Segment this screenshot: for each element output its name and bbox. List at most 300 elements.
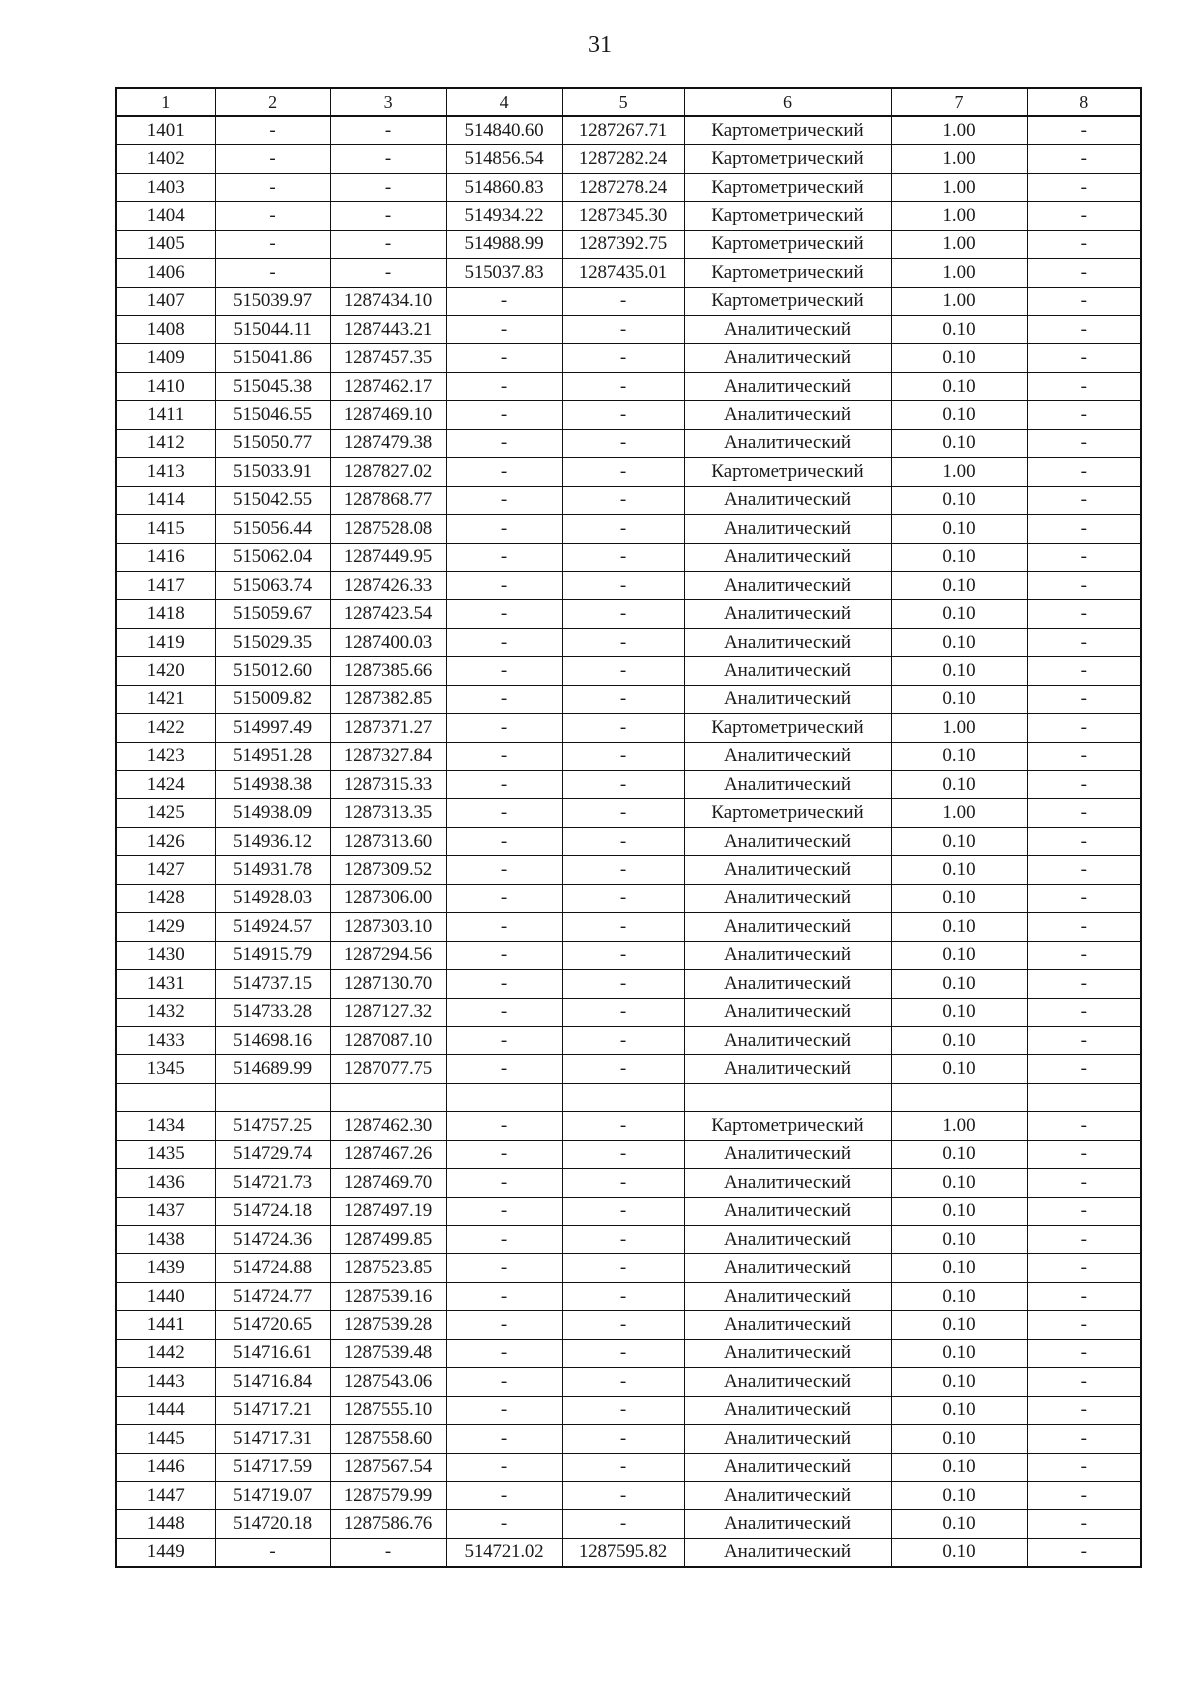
y-coordinate-alt-cell: - xyxy=(562,316,684,344)
column-header: 1 xyxy=(116,88,215,116)
point-number-cell: 1439 xyxy=(116,1254,215,1282)
y-coordinate-cell: 1287449.95 xyxy=(330,543,446,571)
x-coordinate-alt-cell: - xyxy=(446,429,562,457)
y-coordinate-alt-cell: - xyxy=(562,287,684,315)
table-row xyxy=(116,1510,1141,1538)
note-cell: - xyxy=(1027,571,1141,599)
y-coordinate-cell: 1287543.06 xyxy=(330,1368,446,1396)
y-coordinate-alt-cell: 1287435.01 xyxy=(562,259,684,287)
y-coordinate-alt-cell: 1287278.24 xyxy=(562,173,684,201)
method-cell: Аналитический xyxy=(684,742,891,770)
table-row xyxy=(116,1197,1141,1225)
note-cell: - xyxy=(1027,316,1141,344)
y-coordinate-alt-cell: - xyxy=(562,913,684,941)
table-row xyxy=(116,173,1141,201)
accuracy-cell: 1.00 xyxy=(891,116,1027,144)
y-coordinate-alt-cell: - xyxy=(562,344,684,372)
y-coordinate-cell: 1287313.60 xyxy=(330,827,446,855)
point-number-cell: 1442 xyxy=(116,1339,215,1367)
method-cell: Аналитический xyxy=(684,372,891,400)
x-coordinate-cell xyxy=(215,1083,330,1111)
x-coordinate-cell: - xyxy=(215,230,330,258)
y-coordinate-alt-cell: - xyxy=(562,1197,684,1225)
method-cell: Аналитический xyxy=(684,998,891,1026)
point-number-cell: 1446 xyxy=(116,1453,215,1481)
accuracy-cell: 0.10 xyxy=(891,970,1027,998)
x-coordinate-cell: - xyxy=(215,116,330,144)
note-cell: - xyxy=(1027,1026,1141,1054)
accuracy-cell: 1.00 xyxy=(891,287,1027,315)
accuracy-cell: 0.10 xyxy=(891,1169,1027,1197)
table-row xyxy=(116,998,1141,1026)
y-coordinate-cell: 1287479.38 xyxy=(330,429,446,457)
accuracy-cell: 1.00 xyxy=(891,173,1027,201)
accuracy-cell: 1.00 xyxy=(891,202,1027,230)
note-cell: - xyxy=(1027,1282,1141,1310)
y-coordinate-alt-cell: - xyxy=(562,628,684,656)
x-coordinate-cell: 514757.25 xyxy=(215,1112,330,1140)
accuracy-cell: 0.10 xyxy=(891,1282,1027,1310)
point-number-cell: 1435 xyxy=(116,1140,215,1168)
x-coordinate-cell: 514717.21 xyxy=(215,1396,330,1424)
accuracy-cell: 0.10 xyxy=(891,1538,1027,1566)
accuracy-cell: 0.10 xyxy=(891,1311,1027,1339)
accuracy-cell: 1.00 xyxy=(891,1112,1027,1140)
y-coordinate-alt-cell: - xyxy=(562,970,684,998)
x-coordinate-cell: 514724.18 xyxy=(215,1197,330,1225)
y-coordinate-alt-cell: 1287345.30 xyxy=(562,202,684,230)
table-row xyxy=(116,571,1141,599)
y-coordinate-cell: - xyxy=(330,145,446,173)
method-cell: Аналитический xyxy=(684,970,891,998)
accuracy-cell: 0.10 xyxy=(891,628,1027,656)
method-cell: Аналитический xyxy=(684,628,891,656)
note-cell: - xyxy=(1027,1112,1141,1140)
method-cell: Картометрический xyxy=(684,173,891,201)
x-coordinate-alt-cell: - xyxy=(446,742,562,770)
method-cell: Картометрический xyxy=(684,145,891,173)
note-cell: - xyxy=(1027,799,1141,827)
y-coordinate-cell: 1287467.26 xyxy=(330,1140,446,1168)
x-coordinate-cell: 514716.61 xyxy=(215,1339,330,1367)
x-coordinate-alt-cell: - xyxy=(446,771,562,799)
y-coordinate-cell: 1287462.17 xyxy=(330,372,446,400)
x-coordinate-alt-cell: 515037.83 xyxy=(446,259,562,287)
y-coordinate-cell: 1287462.30 xyxy=(330,1112,446,1140)
point-number-cell: 1405 xyxy=(116,230,215,258)
x-coordinate-alt-cell: - xyxy=(446,799,562,827)
point-number-cell: 1437 xyxy=(116,1197,215,1225)
x-coordinate-cell: 515009.82 xyxy=(215,685,330,713)
y-coordinate-alt-cell: - xyxy=(562,401,684,429)
point-number-cell: 1420 xyxy=(116,657,215,685)
y-coordinate-alt-cell: - xyxy=(562,543,684,571)
y-coordinate-alt-cell: - xyxy=(562,1425,684,1453)
method-cell: Аналитический xyxy=(684,884,891,912)
x-coordinate-alt-cell: - xyxy=(446,1339,562,1367)
table-body xyxy=(116,88,1141,1567)
x-coordinate-alt-cell: - xyxy=(446,486,562,514)
note-cell: - xyxy=(1027,742,1141,770)
y-coordinate-alt-cell: - xyxy=(562,1226,684,1254)
y-coordinate-cell: 1287306.00 xyxy=(330,884,446,912)
x-coordinate-cell: 514936.12 xyxy=(215,827,330,855)
point-number-cell: 1412 xyxy=(116,429,215,457)
y-coordinate-cell: - xyxy=(330,202,446,230)
method-cell: Аналитический xyxy=(684,1197,891,1225)
x-coordinate-alt-cell: - xyxy=(446,685,562,713)
accuracy-cell: 0.10 xyxy=(891,1425,1027,1453)
x-coordinate-cell: 515046.55 xyxy=(215,401,330,429)
method-cell: Аналитический xyxy=(684,657,891,685)
column-header: 5 xyxy=(562,88,684,116)
note-cell: - xyxy=(1027,1254,1141,1282)
y-coordinate-cell: 1287586.76 xyxy=(330,1510,446,1538)
table-row xyxy=(116,628,1141,656)
method-cell: Аналитический xyxy=(684,771,891,799)
table-row xyxy=(116,1226,1141,1254)
y-coordinate-cell: 1287423.54 xyxy=(330,600,446,628)
point-number-cell: 1417 xyxy=(116,571,215,599)
x-coordinate-cell: 515045.38 xyxy=(215,372,330,400)
table-row xyxy=(116,1282,1141,1310)
method-cell: Картометрический xyxy=(684,230,891,258)
note-cell: - xyxy=(1027,202,1141,230)
x-coordinate-alt-cell: - xyxy=(446,1510,562,1538)
x-coordinate-cell: 515063.74 xyxy=(215,571,330,599)
x-coordinate-cell: 514717.59 xyxy=(215,1453,330,1481)
x-coordinate-alt-cell: - xyxy=(446,344,562,372)
column-header: 4 xyxy=(446,88,562,116)
note-cell: - xyxy=(1027,913,1141,941)
point-number-cell: 1411 xyxy=(116,401,215,429)
note-cell: - xyxy=(1027,771,1141,799)
table-row xyxy=(116,401,1141,429)
table-row xyxy=(116,970,1141,998)
method-cell: Аналитический xyxy=(684,515,891,543)
y-coordinate-cell: 1287499.85 xyxy=(330,1226,446,1254)
point-number-cell: 1423 xyxy=(116,742,215,770)
note-cell: - xyxy=(1027,970,1141,998)
method-cell: Картометрический xyxy=(684,458,891,486)
accuracy-cell: 1.00 xyxy=(891,458,1027,486)
method-cell: Картометрический xyxy=(684,259,891,287)
note-cell: - xyxy=(1027,429,1141,457)
table-row xyxy=(116,884,1141,912)
method-cell: Аналитический xyxy=(684,316,891,344)
note-cell: - xyxy=(1027,259,1141,287)
accuracy-cell: 0.10 xyxy=(891,401,1027,429)
note-cell: - xyxy=(1027,600,1141,628)
x-coordinate-cell: 514928.03 xyxy=(215,884,330,912)
accuracy-cell: 0.10 xyxy=(891,913,1027,941)
method-cell: Аналитический xyxy=(684,1140,891,1168)
x-coordinate-alt-cell: - xyxy=(446,1481,562,1509)
column-header: 3 xyxy=(330,88,446,116)
y-coordinate-cell: - xyxy=(330,230,446,258)
y-coordinate-cell: 1287827.02 xyxy=(330,458,446,486)
y-coordinate-cell: 1287497.19 xyxy=(330,1197,446,1225)
method-cell: Аналитический xyxy=(684,1282,891,1310)
point-number-cell: 1409 xyxy=(116,344,215,372)
note-cell: - xyxy=(1027,287,1141,315)
point-number-cell: 1345 xyxy=(116,1055,215,1083)
y-coordinate-cell: 1287077.75 xyxy=(330,1055,446,1083)
note-cell: - xyxy=(1027,230,1141,258)
table-row xyxy=(116,941,1141,969)
x-coordinate-alt-cell: - xyxy=(446,998,562,1026)
note-cell: - xyxy=(1027,1140,1141,1168)
y-coordinate-cell: - xyxy=(330,1538,446,1566)
note-cell: - xyxy=(1027,827,1141,855)
note-cell: - xyxy=(1027,628,1141,656)
method-cell: Картометрический xyxy=(684,1112,891,1140)
point-number-cell: 1414 xyxy=(116,486,215,514)
accuracy-cell: 0.10 xyxy=(891,486,1027,514)
x-coordinate-alt-cell: - xyxy=(446,372,562,400)
table-row xyxy=(116,202,1141,230)
y-coordinate-alt-cell: - xyxy=(562,714,684,742)
x-coordinate-alt-cell: 514856.54 xyxy=(446,145,562,173)
coordinates-table xyxy=(115,87,1142,1568)
accuracy-cell: 0.10 xyxy=(891,771,1027,799)
x-coordinate-cell: - xyxy=(215,1538,330,1566)
x-coordinate-alt-cell: - xyxy=(446,1055,562,1083)
y-coordinate-cell: 1287313.35 xyxy=(330,799,446,827)
note-cell: - xyxy=(1027,1425,1141,1453)
table-row xyxy=(116,344,1141,372)
x-coordinate-cell: 515039.97 xyxy=(215,287,330,315)
accuracy-cell: 0.10 xyxy=(891,1197,1027,1225)
x-coordinate-alt-cell: - xyxy=(446,401,562,429)
x-coordinate-alt-cell: 514934.22 xyxy=(446,202,562,230)
table-row xyxy=(116,1453,1141,1481)
x-coordinate-cell: 514720.65 xyxy=(215,1311,330,1339)
x-coordinate-cell: 514737.15 xyxy=(215,970,330,998)
note-cell xyxy=(1027,1083,1141,1111)
column-header: 8 xyxy=(1027,88,1141,116)
x-coordinate-cell: - xyxy=(215,145,330,173)
x-coordinate-alt-cell: - xyxy=(446,458,562,486)
note-cell: - xyxy=(1027,1169,1141,1197)
method-cell: Картометрический xyxy=(684,116,891,144)
point-number-cell: 1403 xyxy=(116,173,215,201)
note-cell: - xyxy=(1027,1510,1141,1538)
table-row xyxy=(116,799,1141,827)
x-coordinate-cell: 514716.84 xyxy=(215,1368,330,1396)
table-row xyxy=(116,230,1141,258)
accuracy-cell: 0.10 xyxy=(891,515,1027,543)
accuracy-cell: 0.10 xyxy=(891,856,1027,884)
method-cell: Аналитический xyxy=(684,1510,891,1538)
note-cell: - xyxy=(1027,1197,1141,1225)
column-header: 6 xyxy=(684,88,891,116)
x-coordinate-alt-cell: - xyxy=(446,856,562,884)
accuracy-cell: 0.10 xyxy=(891,600,1027,628)
accuracy-cell: 0.10 xyxy=(891,742,1027,770)
y-coordinate-alt-cell: - xyxy=(562,771,684,799)
x-coordinate-cell: 514997.49 xyxy=(215,714,330,742)
point-number-cell: 1438 xyxy=(116,1226,215,1254)
accuracy-cell: 1.00 xyxy=(891,714,1027,742)
x-coordinate-alt-cell: - xyxy=(446,1282,562,1310)
note-cell: - xyxy=(1027,1339,1141,1367)
method-cell: Аналитический xyxy=(684,1254,891,1282)
point-number-cell xyxy=(116,1083,215,1111)
accuracy-cell: 0.10 xyxy=(891,1140,1027,1168)
x-coordinate-cell: 515059.67 xyxy=(215,600,330,628)
table-row xyxy=(116,458,1141,486)
y-coordinate-cell: 1287315.33 xyxy=(330,771,446,799)
method-cell: Аналитический xyxy=(684,1339,891,1367)
x-coordinate-alt-cell: - xyxy=(446,1453,562,1481)
table-row xyxy=(116,1425,1141,1453)
x-coordinate-alt-cell: - xyxy=(446,1396,562,1424)
method-cell: Аналитический xyxy=(684,486,891,514)
table-row xyxy=(116,486,1141,514)
table-row xyxy=(116,714,1141,742)
y-coordinate-cell: 1287558.60 xyxy=(330,1425,446,1453)
x-coordinate-alt-cell: - xyxy=(446,970,562,998)
point-number-cell: 1433 xyxy=(116,1026,215,1054)
y-coordinate-alt-cell: - xyxy=(562,372,684,400)
point-number-cell: 1415 xyxy=(116,515,215,543)
y-coordinate-cell: - xyxy=(330,173,446,201)
point-number-cell: 1428 xyxy=(116,884,215,912)
table-row xyxy=(116,1083,1141,1111)
note-cell: - xyxy=(1027,116,1141,144)
y-coordinate-alt-cell: - xyxy=(562,1282,684,1310)
note-cell: - xyxy=(1027,372,1141,400)
y-coordinate-alt-cell: - xyxy=(562,856,684,884)
x-coordinate-cell: 515050.77 xyxy=(215,429,330,457)
y-coordinate-cell: 1287087.10 xyxy=(330,1026,446,1054)
x-coordinate-alt-cell: 514721.02 xyxy=(446,1538,562,1566)
x-coordinate-alt-cell: 514860.83 xyxy=(446,173,562,201)
note-cell: - xyxy=(1027,1311,1141,1339)
table-row xyxy=(116,287,1141,315)
table-row xyxy=(116,742,1141,770)
x-coordinate-cell: 514717.31 xyxy=(215,1425,330,1453)
accuracy-cell: 0.10 xyxy=(891,941,1027,969)
note-cell: - xyxy=(1027,515,1141,543)
y-coordinate-cell: 1287434.10 xyxy=(330,287,446,315)
x-coordinate-alt-cell: - xyxy=(446,1226,562,1254)
table-row xyxy=(116,600,1141,628)
table-row xyxy=(116,1254,1141,1282)
method-cell: Аналитический xyxy=(684,685,891,713)
table-row xyxy=(116,259,1141,287)
table-row xyxy=(116,685,1141,713)
y-coordinate-alt-cell: - xyxy=(562,1055,684,1083)
y-coordinate-cell: 1287868.77 xyxy=(330,486,446,514)
point-number-cell: 1448 xyxy=(116,1510,215,1538)
y-coordinate-cell: 1287371.27 xyxy=(330,714,446,742)
x-coordinate-alt-cell: - xyxy=(446,571,562,599)
method-cell: Аналитический xyxy=(684,1368,891,1396)
y-coordinate-alt-cell: - xyxy=(562,685,684,713)
note-cell: - xyxy=(1027,145,1141,173)
y-coordinate-alt-cell: - xyxy=(562,1339,684,1367)
accuracy-cell: 0.10 xyxy=(891,316,1027,344)
y-coordinate-cell: 1287382.85 xyxy=(330,685,446,713)
x-coordinate-alt-cell: - xyxy=(446,1254,562,1282)
method-cell: Аналитический xyxy=(684,1453,891,1481)
point-number-cell: 1445 xyxy=(116,1425,215,1453)
x-coordinate-alt-cell: - xyxy=(446,1026,562,1054)
y-coordinate-alt-cell: - xyxy=(562,941,684,969)
y-coordinate-alt-cell: - xyxy=(562,1169,684,1197)
x-coordinate-cell: 514698.16 xyxy=(215,1026,330,1054)
table-row xyxy=(116,856,1141,884)
method-cell: Аналитический xyxy=(684,827,891,855)
note-cell: - xyxy=(1027,685,1141,713)
accuracy-cell: 0.10 xyxy=(891,1396,1027,1424)
point-number-cell: 1432 xyxy=(116,998,215,1026)
point-number-cell: 1402 xyxy=(116,145,215,173)
table-row xyxy=(116,1026,1141,1054)
y-coordinate-cell: 1287555.10 xyxy=(330,1396,446,1424)
x-coordinate-alt-cell: - xyxy=(446,628,562,656)
x-coordinate-cell: 515056.44 xyxy=(215,515,330,543)
x-coordinate-cell: 514938.38 xyxy=(215,771,330,799)
point-number-cell: 1447 xyxy=(116,1481,215,1509)
accuracy-cell: 0.10 xyxy=(891,884,1027,912)
table-row xyxy=(116,1140,1141,1168)
y-coordinate-cell: 1287127.32 xyxy=(330,998,446,1026)
table-row xyxy=(116,1339,1141,1367)
y-coordinate-cell: 1287528.08 xyxy=(330,515,446,543)
point-number-cell: 1440 xyxy=(116,1282,215,1310)
y-coordinate-cell: 1287294.56 xyxy=(330,941,446,969)
note-cell: - xyxy=(1027,486,1141,514)
table-row xyxy=(116,1055,1141,1083)
point-number-cell: 1425 xyxy=(116,799,215,827)
y-coordinate-cell: - xyxy=(330,116,446,144)
point-number-cell: 1416 xyxy=(116,543,215,571)
point-number-cell: 1410 xyxy=(116,372,215,400)
table-row xyxy=(116,1481,1141,1509)
accuracy-cell: 1.00 xyxy=(891,799,1027,827)
accuracy-cell: 0.10 xyxy=(891,685,1027,713)
x-coordinate-alt-cell: - xyxy=(446,884,562,912)
x-coordinate-alt-cell: - xyxy=(446,1311,562,1339)
x-coordinate-cell: 514720.18 xyxy=(215,1510,330,1538)
point-number-cell: 1444 xyxy=(116,1396,215,1424)
point-number-cell: 1408 xyxy=(116,316,215,344)
y-coordinate-cell: 1287426.33 xyxy=(330,571,446,599)
x-coordinate-cell: - xyxy=(215,202,330,230)
accuracy-cell: 0.10 xyxy=(891,1481,1027,1509)
y-coordinate-alt-cell: - xyxy=(562,827,684,855)
x-coordinate-cell: 515042.55 xyxy=(215,486,330,514)
y-coordinate-cell: - xyxy=(330,259,446,287)
y-coordinate-alt-cell: - xyxy=(562,1140,684,1168)
x-coordinate-cell: 515012.60 xyxy=(215,657,330,685)
y-coordinate-cell: 1287469.70 xyxy=(330,1169,446,1197)
y-coordinate-alt-cell: - xyxy=(562,515,684,543)
page-number: 31 xyxy=(588,32,612,58)
y-coordinate-alt-cell: - xyxy=(562,1311,684,1339)
x-coordinate-cell: 515033.91 xyxy=(215,458,330,486)
note-cell: - xyxy=(1027,1538,1141,1566)
accuracy-cell: 0.10 xyxy=(891,1453,1027,1481)
table-row xyxy=(116,771,1141,799)
point-number-cell: 1424 xyxy=(116,771,215,799)
accuracy-cell: 0.10 xyxy=(891,1226,1027,1254)
table-row xyxy=(116,116,1141,144)
x-coordinate-cell: 515029.35 xyxy=(215,628,330,656)
